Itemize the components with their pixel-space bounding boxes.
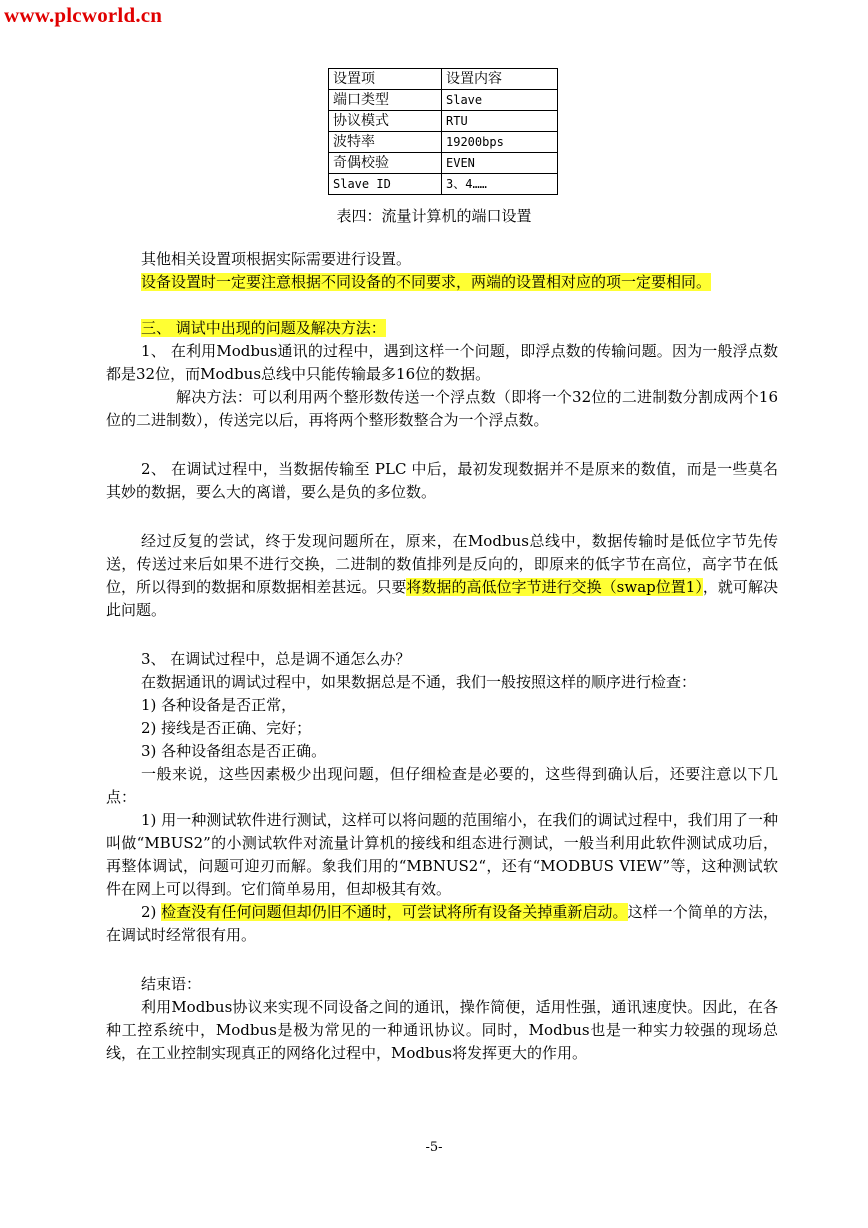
problem-3-intro: 在数据通讯的调试过程中，如果数据总是不通，我们一般按照这样的顺序进行检查： xyxy=(141,673,697,691)
table-row xyxy=(329,111,558,132)
table-cell-key: 协议模式 xyxy=(329,111,442,132)
table-cell-value: 3、4…… xyxy=(442,174,558,195)
highlighted-text: 检查没有任何问题但却仍旧不通时，可尝试将所有设备关掉重新启动。 xyxy=(161,903,628,921)
table-row xyxy=(329,69,558,90)
table-cell-key: 奇偶校验 xyxy=(329,153,442,174)
problem-1-solution: 解决方法：可以利用两个整形数传送一个浮点数（即将一个32位的二进制数分割成两个16位的二进制数），传送完以后，再将两个整形数整合为一个浮点数。 xyxy=(106,388,778,429)
table-cell-value: RTU xyxy=(442,111,558,132)
table-cell-key: 端口类型 xyxy=(329,90,442,111)
note-suffix: 这样一个简单的方法，在调试时经常很有用。 xyxy=(106,903,778,944)
page-number: -5- xyxy=(425,1140,443,1155)
check-item-2: 2) 接线是否正确、完好； xyxy=(141,719,312,737)
highlighted-heading: 三、 调试中出现的问题及解决方法： xyxy=(141,319,386,337)
problem-2: 2、 在调试过程中，当数据传输至 PLC 中后，最初发现数据并不是原来的数值，而是一些莫名其妙的数据，要么大的离谱，要么是负的多位数。 xyxy=(106,460,778,501)
table-cell-value: EVEN xyxy=(442,153,558,174)
note-item-1: 1) 用一种测试软件进行测试，这样可以将问题的范围缩小，在我们的调试过程中，我们用了一种叫做“MBUS2”的小测试软件对流量计算机的接线和组态进行测试，一般当利用此软件测试成功后，再整体调试，问题可迎刃而解。象我们用的“MBNUS2“，还有“MODBUS VIEW”等，这种测试软件在网上可以得到。它们简单易用，但却极其有效。 xyxy=(106,811,778,898)
paragraph-warning xyxy=(106,271,778,294)
conclusion-text: 利用Modbus协议来实现不同设备之间的通讯，操作简便，适用性强，通讯速度快。因此，在各种工控系统中，Modbus是极为常见的一种通讯协议。同时，Modbus也是一种实力较强的现场总线，在工业控制实现真正的网络化过程中，Modbus将发挥更大的作用。 xyxy=(106,998,778,1062)
table-cell-key: 设置项 xyxy=(329,69,442,90)
table-cell-value: 19200bps xyxy=(442,132,558,153)
highlighted-text: 设备设置时一定要注意根据不同设备的不同要求，两端的设置相对应的项一定要相同。 xyxy=(141,273,712,291)
table-row xyxy=(329,153,558,174)
problem-2-solution xyxy=(106,530,778,622)
problem-1: 1、 在利用Modbus通讯的过程中，遇到这样一个问题，即浮点数的传输问题。因为一般浮点数都是32位，而Modbus总线中只能传输最多16位的数据。 xyxy=(106,342,778,383)
paragraph-other-settings: 其他相关设置项根据实际需要进行设置。 xyxy=(141,250,412,268)
table-row xyxy=(329,132,558,153)
table-cell-key: 波特率 xyxy=(329,132,442,153)
check-item-1: 1) 各种设备是否正常， xyxy=(141,696,297,714)
note-prefix: 2) xyxy=(141,903,162,921)
document-body xyxy=(106,248,778,1065)
problem-3: 3、 在调试过程中，总是调不通怎么办？ xyxy=(141,650,411,668)
highlighted-text: 将数据的高低位字节进行交换（swap位置1） xyxy=(406,578,703,596)
solution-text: 经过反复的尝试，终于发现问题所在，原来，在Modbus总线中，数据传输时是低位字节先传送，传送过来后如果不进行交换，二进制的数值排列是反向的，即原来的低字节在高位，高字节在低位，所以得到的数据和原数据相差甚远。只要 xyxy=(106,532,778,596)
problem-3-note: 一般来说，这些因素极少出现问题，但仔细检查是必要的，这些得到确认后，还要注意以下几点： xyxy=(106,765,778,806)
solution-text-end: ，就可解决此问题。 xyxy=(106,578,778,619)
table-row xyxy=(329,174,558,195)
conclusion-title: 结束语： xyxy=(141,975,202,993)
check-item-3: 3) 各种设备组态是否正确。 xyxy=(141,742,327,760)
port-settings-table xyxy=(328,68,558,195)
table-cell-value: Slave xyxy=(442,90,558,111)
table-cell-key: Slave ID xyxy=(329,174,442,195)
site-watermark: www.plcworld.cn xyxy=(4,3,163,27)
section-heading xyxy=(106,317,778,340)
table-caption: 表四：流量计算机的端口设置 xyxy=(336,207,532,225)
note-item-2 xyxy=(106,901,778,947)
table-row xyxy=(329,90,558,111)
table-cell-value: 设置内容 xyxy=(442,69,558,90)
